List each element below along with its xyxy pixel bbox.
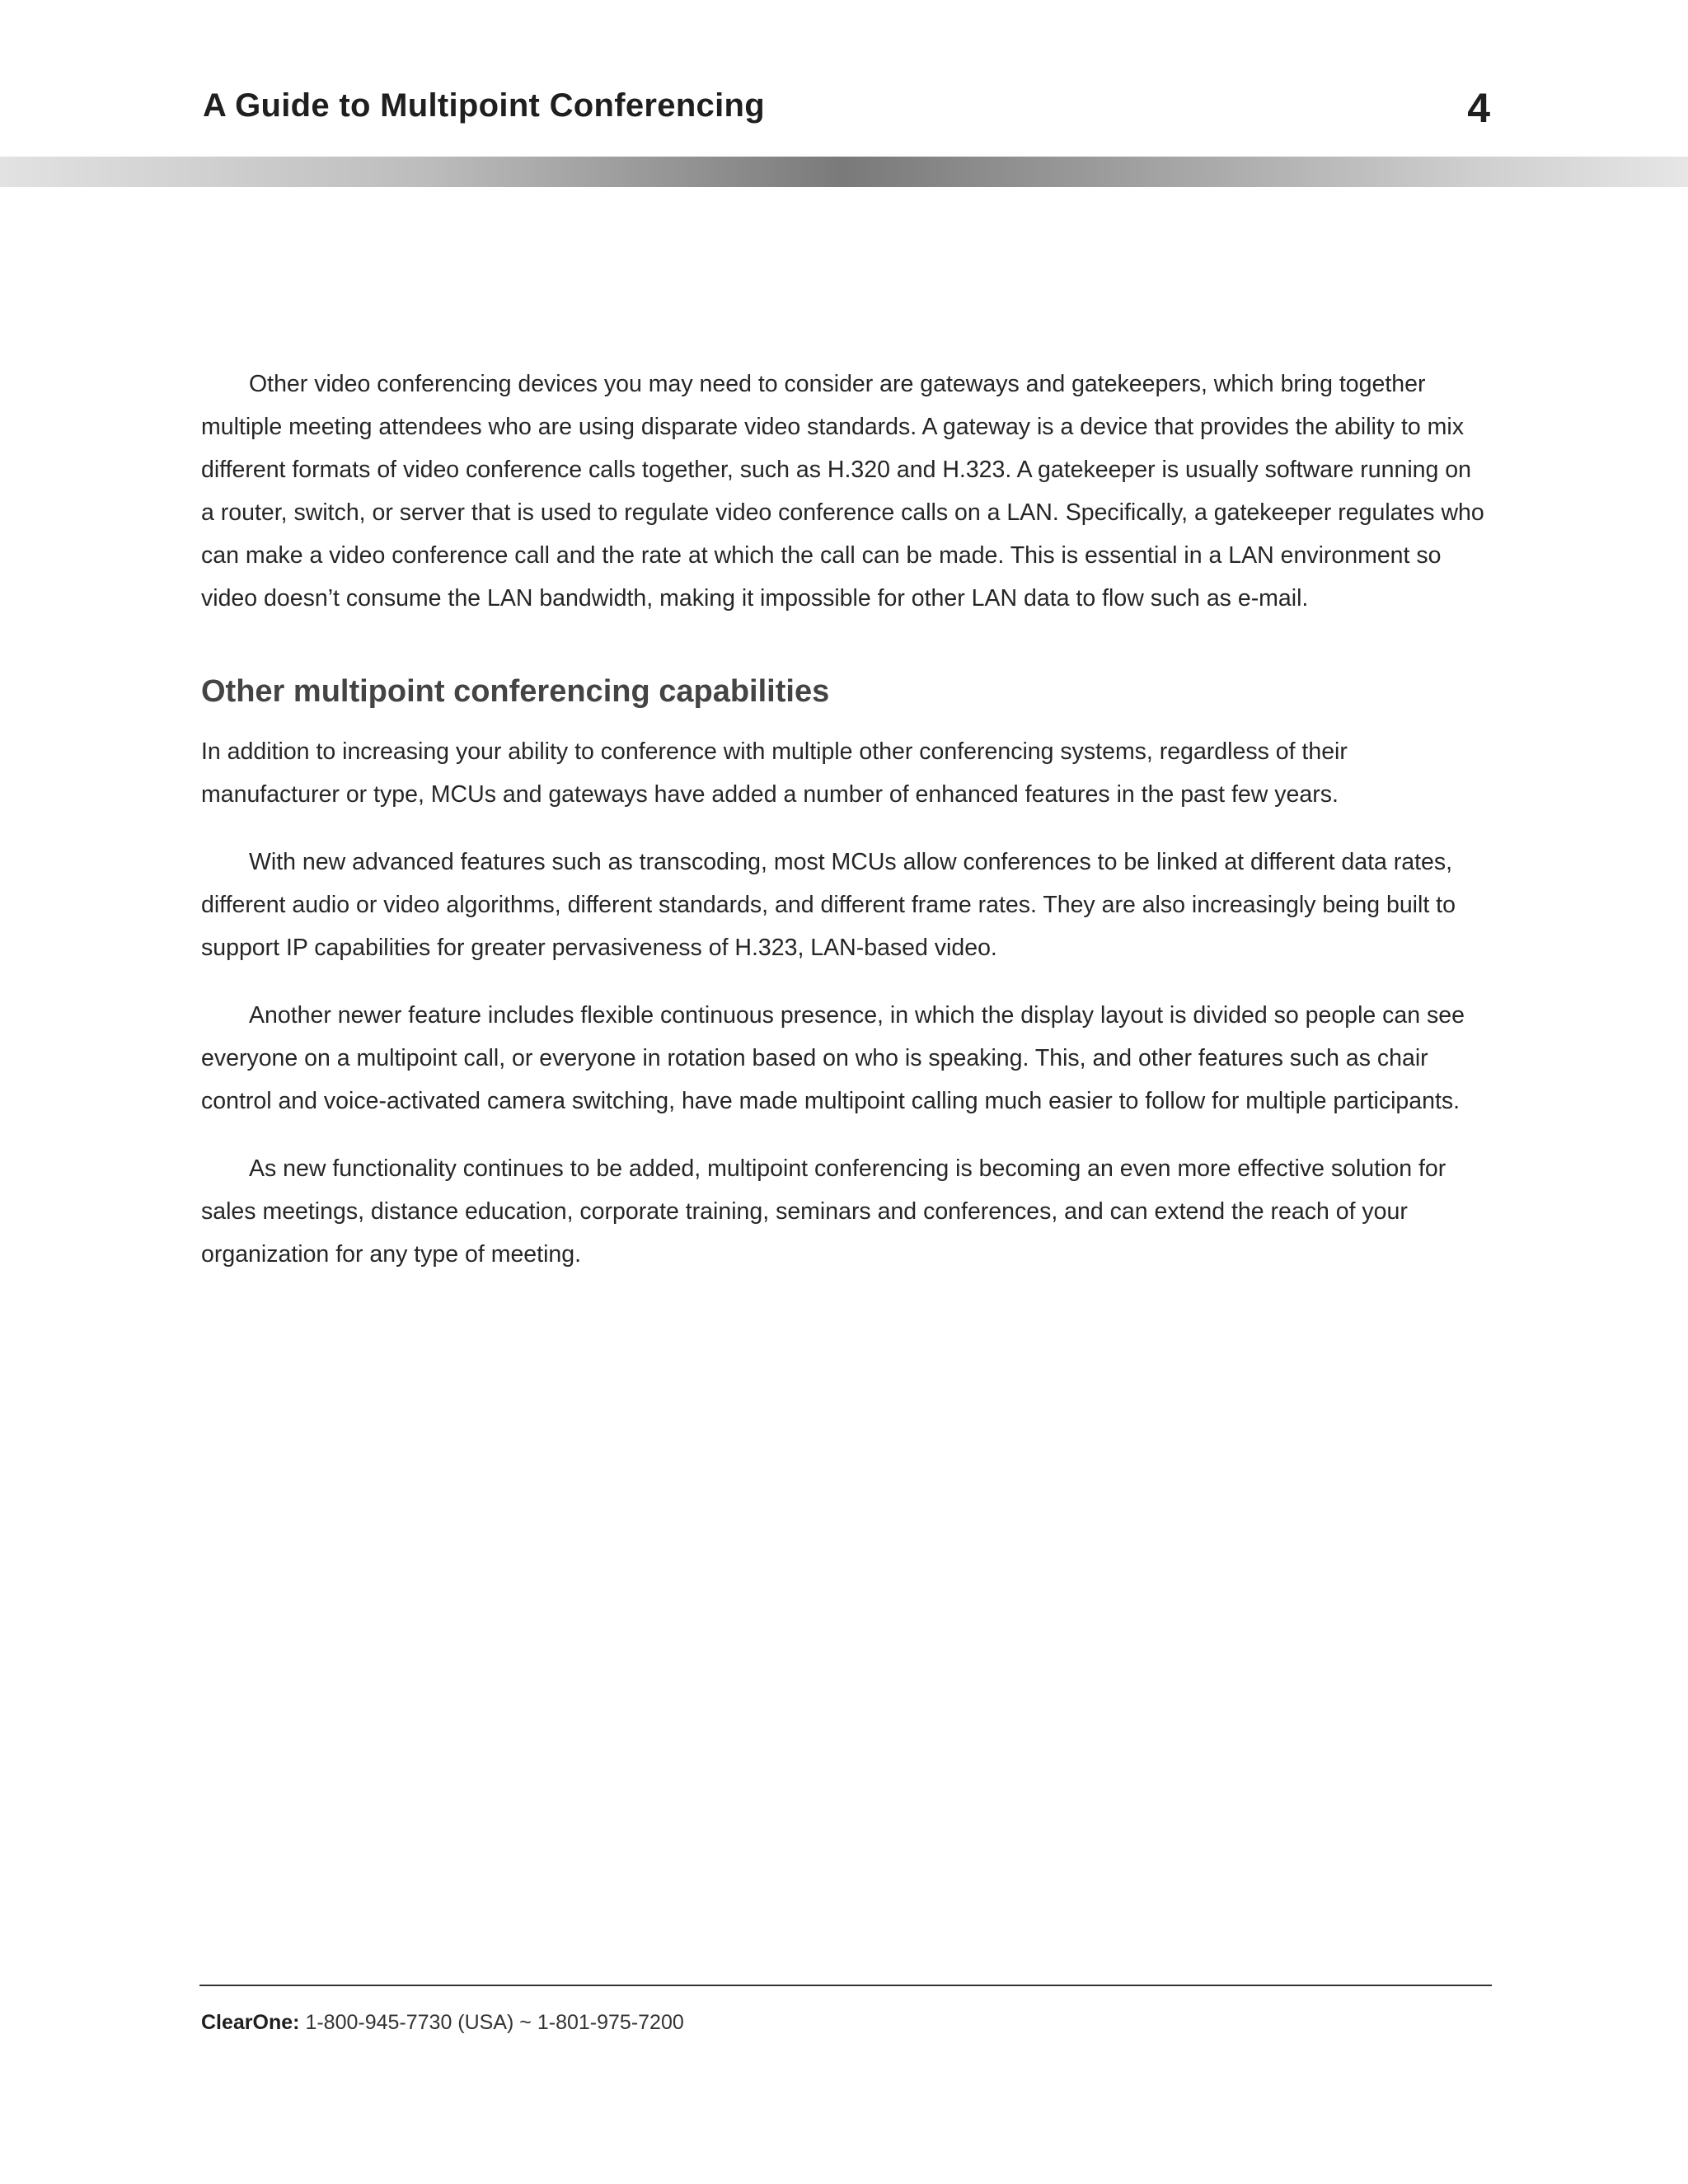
- footer-divider: [199, 1985, 1492, 1986]
- document-title: A Guide to Multipoint Conferencing: [203, 87, 765, 124]
- paragraph-gateways-gatekeepers: Other video conferencing devices you may need to consider are gateways and gatekeepers, which bring together multiple meeting attendees who are using disparate video standards. A gateway is a device that provides the ability to mix different formats of video conference calls together, such as H.320 and H.323. A gatekeeper is usually software running on a router, switch, or server that is used to regulate video conference calls on a LAN. Specifically, a gatekeeper regulates who can make a video conference call and the rate at which the call can be made. This is essential in a LAN environment so video doesn’t consume the LAN bandwidth, making it impossible for other LAN data to flow such as e-mail.: [201, 371, 1484, 612]
- section-heading: Other multipoint conferencing capabilities: [201, 674, 830, 709]
- footer-contact: [201, 2011, 684, 2035]
- header-gradient-band: [0, 157, 1688, 187]
- footer-brand: ClearOne:: [201, 2011, 300, 2034]
- body-content: [201, 363, 1487, 1276]
- paragraph-transcoding: With new advanced features such as transcoding, most MCUs allow conferences to be linked at different data rates, different audio or video algorithms, different standards, and different frame rates. They are also increasingly being built to support IP capabilities for greater pervasiveness of H.323, LAN-based video.: [201, 849, 1456, 961]
- paragraph-continuous-presence: Another newer feature includes flexible continuous presence, in which the display layout is divided so people can see everyone on a multipoint call, or everyone in rotation based on who is speaking. This, and other features such as chair control and voice-activated camera switching, have made multipoint calling much easier to follow for multiple participants.: [201, 1002, 1465, 1114]
- paragraph-functionality: As new functionality continues to be added, multipoint conferencing is becoming an even more effective solution for sales meetings, distance education, corporate training, seminars and conferences, and can extend the reach of your organization for any type of meeting.: [201, 1155, 1447, 1268]
- page-number: 4: [1467, 85, 1490, 131]
- paragraph-enhanced-features: In addition to increasing your ability to conference with multiple other conferencing systems, regardless of their manufacturer or type, MCUs and gateways have added a number of enhanced features in the past few years.: [201, 738, 1348, 808]
- footer-phone-numbers: 1-800-945-7730 (USA) ~ 1-801-975-7200: [305, 2011, 684, 2034]
